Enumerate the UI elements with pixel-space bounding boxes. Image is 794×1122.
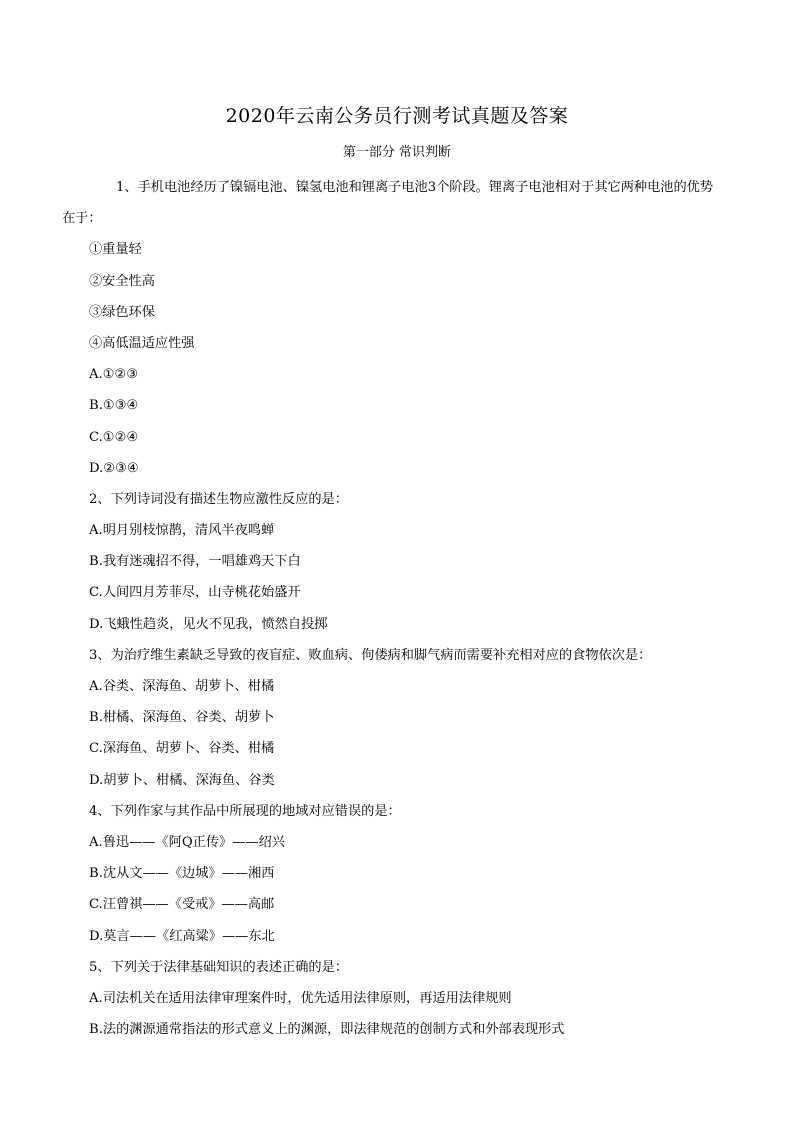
answer-option: D.飞蛾性趋炎，见火不见我，愤然自投掷 <box>89 616 328 632</box>
answer-option: D.②③④ <box>89 460 139 476</box>
question-list <box>62 172 742 1045</box>
answer-option: C.汪曾祺——《受戒》——高邮 <box>89 897 275 913</box>
statement: ②安全性高 <box>89 273 155 289</box>
answer-option: B.①③④ <box>89 398 139 414</box>
question-stem: 3、为治疗维生素缺乏导致的夜盲症、败血病、佝偻病和脚气病而需要补充相对应的食物依次是： <box>89 647 652 663</box>
question-stem-continued: 在于： <box>62 211 102 227</box>
answer-option: B.沈从文——《边城》——湘西 <box>89 866 275 882</box>
answer-option: B.柑橘、深海鱼、谷类、胡萝卜 <box>89 710 275 726</box>
question-stem: 2、下列诗词没有描述生物应激性反应的是： <box>89 491 348 507</box>
statement: ④高低温适应性强 <box>89 335 195 351</box>
section-heading: 第一部分 常识判断 <box>342 145 452 160</box>
statement: ③绿色环保 <box>89 304 155 320</box>
answer-option: A.司法机关在适用法律审理案件时，优先适用法律原则，再适用法律规则 <box>89 990 512 1006</box>
statement: ①重量轻 <box>89 242 142 258</box>
answer-option: A.鲁迅——《阿Q正传》——绍兴 <box>89 834 285 850</box>
answer-option: C.①②④ <box>89 429 139 445</box>
answer-option: A.谷类、深海鱼、胡萝卜、柑橘 <box>89 679 275 694</box>
answer-option: C.人间四月芳菲尽，山寺桃花始盛开 <box>89 585 301 601</box>
answer-option: A.①②③ <box>89 367 139 383</box>
answer-option: D.莫言——《红高粱》——东北 <box>89 928 275 944</box>
answer-option: A.明月别枝惊鹊，清风半夜鸣蝉 <box>89 523 275 539</box>
answer-option: B.法的渊源通常指法的形式意义上的渊源，即法律规范的创制方式和外部表现形式 <box>89 1022 565 1038</box>
question-stem: 4、下列作家与其作品中所展现的地域对应错误的是： <box>89 803 401 819</box>
question-stem: 5、下列关于法律基础知识的表述正确的是： <box>89 959 348 975</box>
answer-option: B.我有迷魂招不得，一唱雄鸡天下白 <box>89 554 301 570</box>
document-title: 2020年云南公务员行测考试真题及答案 <box>225 105 569 127</box>
answer-option: D.胡萝卜、柑橘、深海鱼、谷类 <box>89 772 275 788</box>
answer-option: C.深海鱼、胡萝卜、谷类、柑橘 <box>89 741 275 757</box>
question-stem: 1、手机电池经历了镍镉电池、镍氢电池和锂离子电池3个阶段。锂离子电池相对于其它两种电池的优势 <box>116 180 714 195</box>
